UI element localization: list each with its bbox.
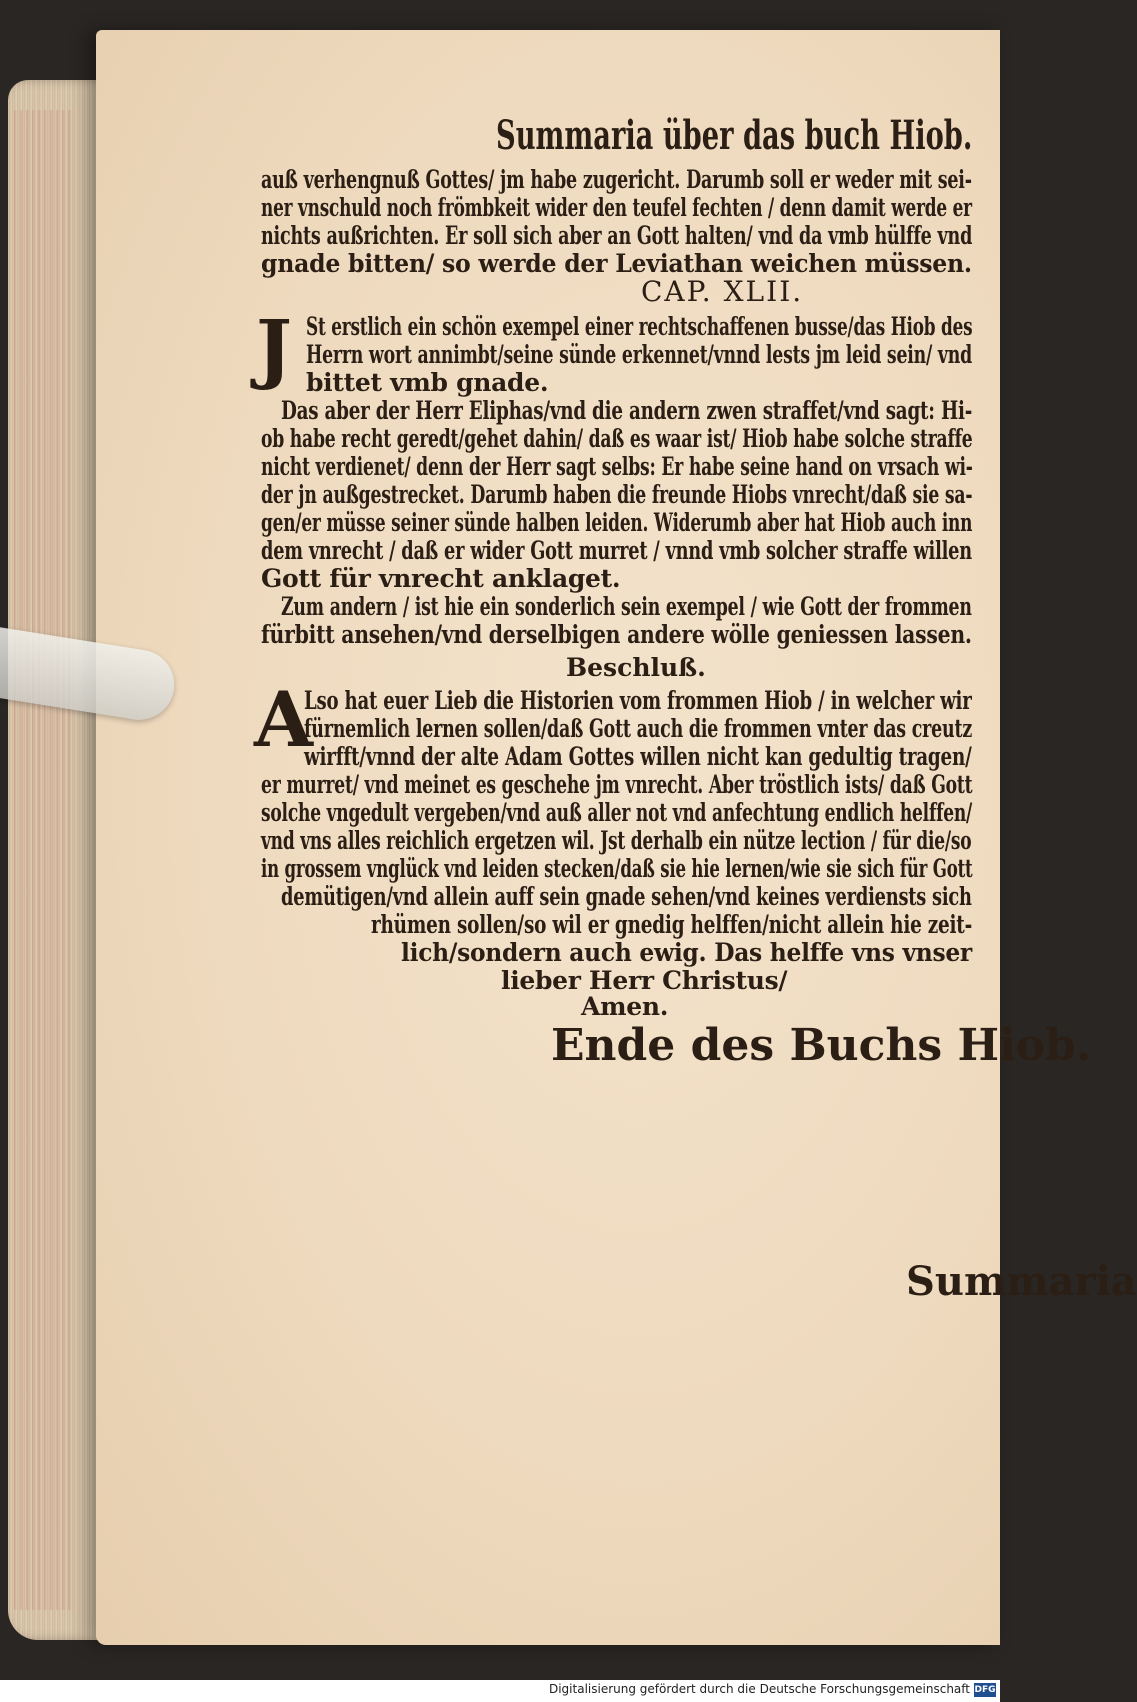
chapter-line: fürbitt ansehen/vnd derselbigen andere wölle geniessen lassen. (261, 620, 972, 649)
conclusion-line: Amen. (581, 992, 669, 1021)
chapter-line: ob habe recht geredt/gehet dahin/ daß es waar ist/ Hiob habe solche straffe (261, 424, 973, 453)
conclusion-heading: Beschluß. (566, 653, 706, 682)
conclusion-line: er murret/ vnd meinet es geschehe jm vnrecht. Aber tröstlich ists/ daß Gott (261, 770, 973, 799)
footer-bar (0, 1680, 1000, 1702)
conclusion-line: lich/sondern auch ewig. Das helffe vns vnser (401, 938, 972, 967)
running-head: Summaria über das buch Hiob. (496, 112, 973, 159)
conclusion-initial: A (254, 675, 313, 764)
chapter-heading: CAP. XLII. (641, 275, 804, 308)
conclusion-line: Lso hat euer Lieb die Historien vom frommen Hiob / in welcher wir (304, 686, 972, 715)
chapter-line: Das aber der Herr Eliphas/vnd die andern zwen straffet/vnd sagt: Hi- (281, 396, 973, 425)
chapter-line: St erstlich ein schön exempel einer rechtschaffenen busse/das Hiob des (306, 312, 973, 341)
conclusion-line: demütigen/vnd allein auff sein gnade sehen/vnd keines verdiensts sich (281, 882, 972, 911)
chapter-line: dem vnrecht / daß er wider Gott murret / vnnd vmb solcher straffe willen (261, 536, 972, 565)
page-edge-tint (14, 110, 74, 1610)
chapter-line: bittet vmb gnade. (306, 368, 549, 397)
chapter-line: nicht verdienet/ denn der Herr sagt selbs: Er habe seine hand on vrsach wi- (261, 452, 973, 481)
conclusion-line: in grossem vnglück vnd leiden stecken/daß sie hie lernen/wie sie sich für Gott (261, 854, 973, 883)
conclusion-line: rhümen sollen/so wil er gnedig helffen/nicht allein hie zeit- (371, 910, 973, 939)
catchword: Summaria (906, 1258, 1137, 1305)
book-page (96, 30, 1137, 1645)
funding-credit: Digitalisierung gefördert durch die Deutsche Forschungsgemeinschaft (548, 1682, 970, 1696)
chapter-line: Gott für vnrecht anklaget. (261, 564, 621, 593)
dfg-logo: DFG (974, 1685, 996, 1695)
intro-line: nichts außrichten. Er soll sich aber an Gott halten/ vnd da vmb hülffe vnd (261, 221, 973, 250)
chapter-line: der jn außgestrecket. Darumb haben die freunde Hiobs vnrecht/daß sie sa- (261, 480, 973, 509)
intro-line: gnade bitten/ so werde der Leviathan weichen müssen. (261, 249, 972, 278)
chapter-initial: J (256, 303, 292, 392)
intro-line: auß verhengnuß Gottes/ jm habe zugericht. Darumb soll er weder mit sei- (261, 165, 972, 194)
conclusion-line: solche vngedult vergeben/vnd auß aller not vnd anfechtung endlich helffen/ (261, 798, 973, 827)
conclusion-line: lieber Herr Christus/ (501, 966, 788, 995)
closing-title: Ende des Buchs Hiob. (551, 1020, 1092, 1071)
chapter-line: Zum andern / ist hie ein sonderlich sein exempel / wie Gott der frommen (281, 592, 972, 621)
conclusion-line: wirfft/vnnd der alte Adam Gottes willen nicht kan gedultig tragen/ (304, 742, 972, 771)
conclusion-line: vnd vns alles reichlich ergetzen wil. Jst derhalb ein nütze lection / für die/so (261, 826, 972, 855)
conclusion-line: fürnemlich lernen sollen/daß Gott auch die frommen vnter das creutz (304, 714, 973, 743)
chapter-line: Herrn wort annimbt/seine sünde erkennet/vnnd lests jm leid sein/ vnd (306, 340, 973, 369)
chapter-line: gen/er müsse seiner sünde halben leiden. Widerumb aber hat Hiob auch inn (261, 508, 973, 537)
intro-line: ner vnschuld noch frömbkeit wider den teufel fechten / denn damit werde er (261, 193, 972, 222)
